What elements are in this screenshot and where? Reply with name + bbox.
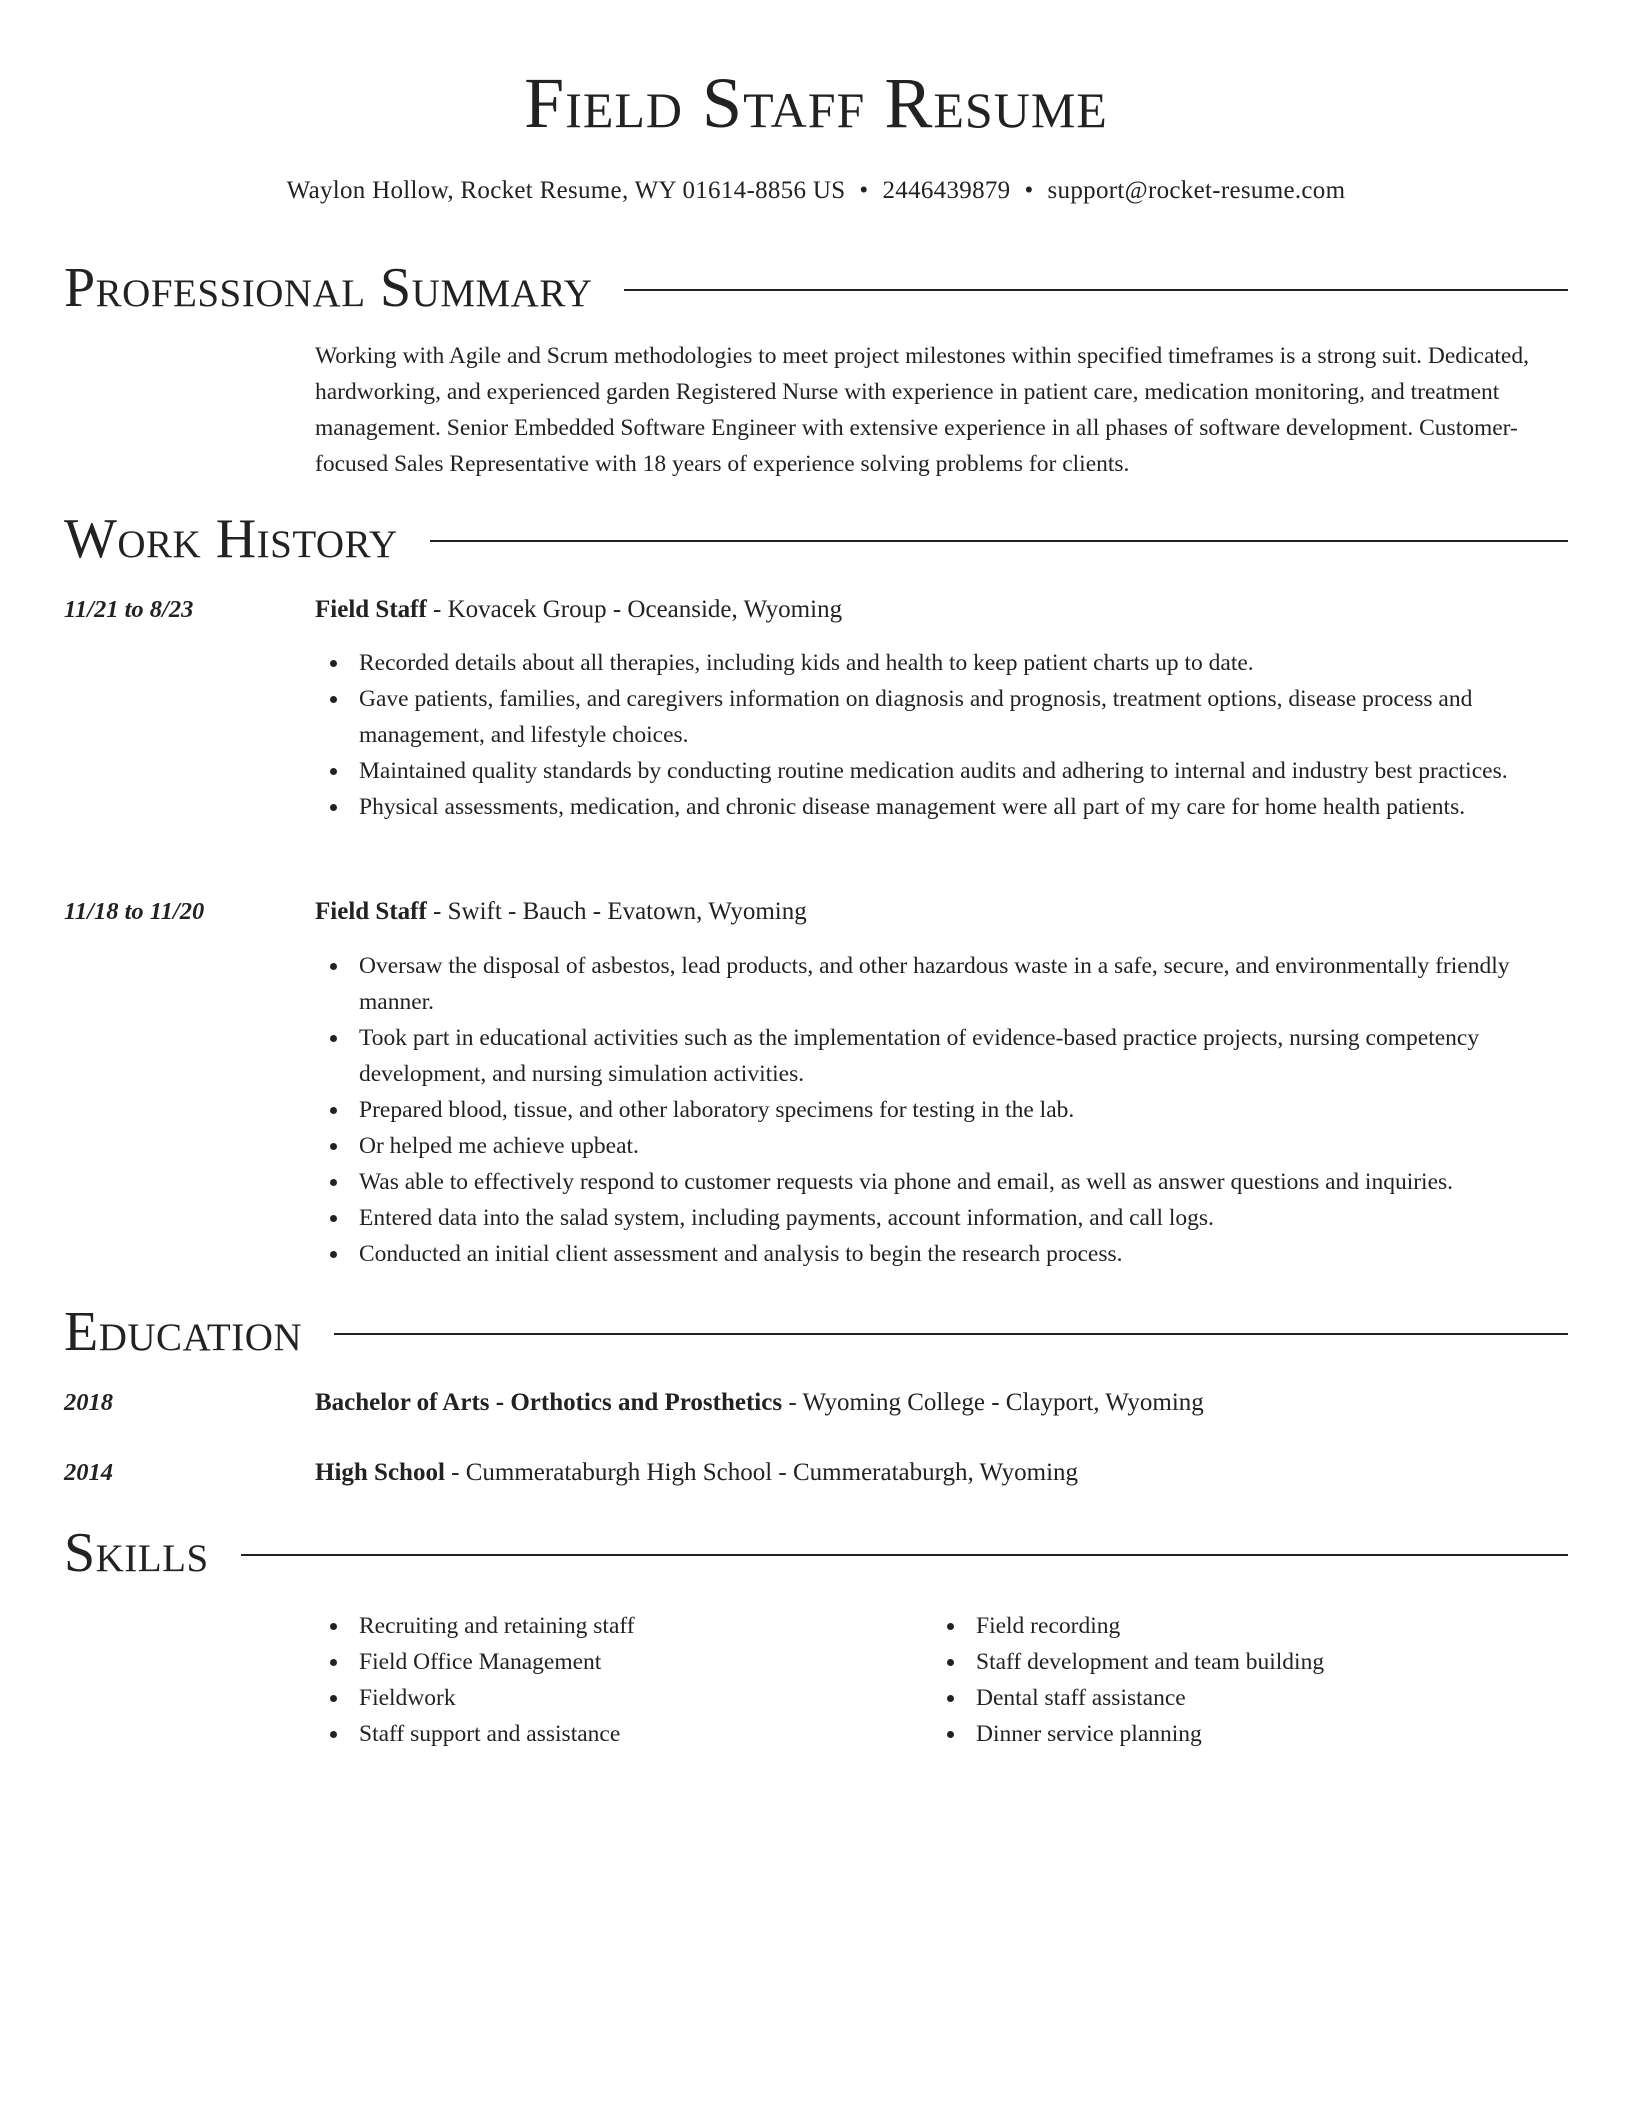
education-entry [315,1385,1570,1421]
list-item: Took part in educational activities such as the implementation of evidence-based practice projects, nursing competency development, and nursing simulation activities. [315,1020,1575,1092]
job-title: Field Staff [315,596,427,623]
list-item: Entered data into the salad system, including payments, account information, and call logs. [315,1200,1575,1236]
section-divider [241,1554,1568,1556]
skill-item: Field Office Management [315,1644,915,1680]
skill-item: Staff development and team building [932,1644,1572,1680]
section-divider [624,289,1568,291]
list-item: Oversaw the disposal of asbestos, lead products, and other hazardous waste in a safe, secure, and environmentally friendly manner. [315,948,1575,1020]
education-details: - Cummerataburgh High School - Cummerataburgh, Wyoming [444,1459,1079,1486]
job-bullets [315,948,1575,1272]
skill-item: Recruiting and retaining staff [315,1608,915,1644]
section-divider [334,1333,1568,1335]
section-divider [430,540,1568,542]
contact-separator: • [859,177,869,204]
resume-title: Field Staff Resume [524,63,1108,143]
skills-list-left [315,1608,915,1752]
education-degree: Bachelor of Arts - Orthotics and Prosthetics [315,1389,783,1416]
list-item: Was able to effectively respond to customer requests via phone and email, as well as answer questions and inquiries. [315,1164,1575,1200]
contact-phone: 2446439879 [882,177,1011,204]
work-heading: Work History [64,508,398,570]
skill-item: Field recording [932,1608,1572,1644]
list-item: Physical assessments, medication, and chronic disease management were all part of my care for home health patients. [315,789,1575,825]
summary-text: Working with Agile and Scrum methodologies to meet project milestones within specified timeframes is a strong suit. Dedicated, hardworking, and experienced garden Registered Nurse with experience in patient care, medication monitoring, and treatment management. Senior Embedded Software Engineer with extensive experience in all phases of software development. Customer-focused Sales Representative with 18 years of experience solving problems for clients. [315,343,1529,477]
skill-item: Staff support and assistance [315,1716,915,1752]
contact-line [0,175,1632,207]
skill-item: Dinner service planning [932,1716,1572,1752]
job-title-line [315,592,1570,628]
list-item: Maintained quality standards by conducting routine medication audits and adhering to internal and industry best practices. [315,753,1575,789]
skills-heading: Skills [64,1522,209,1584]
education-year: 2018 [64,1389,113,1416]
list-item: Gave patients, families, and caregivers information on diagnosis and prognosis, treatment options, disease process and management, and lifestyle choices. [315,681,1575,753]
job-details: - Swift - Bauch - Evatown, Wyoming [426,898,807,925]
education-heading: Education [64,1301,303,1363]
education-year: 2014 [64,1459,113,1486]
education-entry [315,1455,1570,1491]
skill-item: Fieldwork [315,1680,915,1716]
job-details: - Kovacek Group - Oceanside, Wyoming [426,596,843,623]
summary-heading: Professional Summary [64,257,593,319]
list-item: Or helped me achieve upbeat. [315,1128,1575,1164]
education-degree: High School [315,1459,445,1486]
job-dates: 11/18 to 11/20 [64,898,205,925]
contact-separator: • [1024,177,1034,204]
list-item: Conducted an initial client assessment and analysis to begin the research process. [315,1236,1575,1272]
summary-heading-row [64,253,1568,323]
job-dates: 11/21 to 8/23 [64,596,194,623]
contact-address: Waylon Hollow, Rocket Resume, WY 01614-8856 US [286,177,846,204]
contact-email: support@rocket-resume.com [1047,177,1346,204]
job-bullets [315,645,1575,825]
job-title-line [315,894,1570,930]
skills-list-right [932,1608,1572,1752]
job-title: Field Staff [315,898,427,925]
list-item: Recorded details about all therapies, including kids and health to keep patient charts up to date. [315,645,1575,681]
skills-heading-row [64,1518,1568,1588]
education-heading-row [64,1297,1568,1367]
list-item: Prepared blood, tissue, and other laboratory specimens for testing in the lab. [315,1092,1575,1128]
skill-item: Dental staff assistance [932,1680,1572,1716]
work-heading-row [64,504,1568,574]
education-details: - Wyoming College - Clayport, Wyoming [782,1389,1204,1416]
